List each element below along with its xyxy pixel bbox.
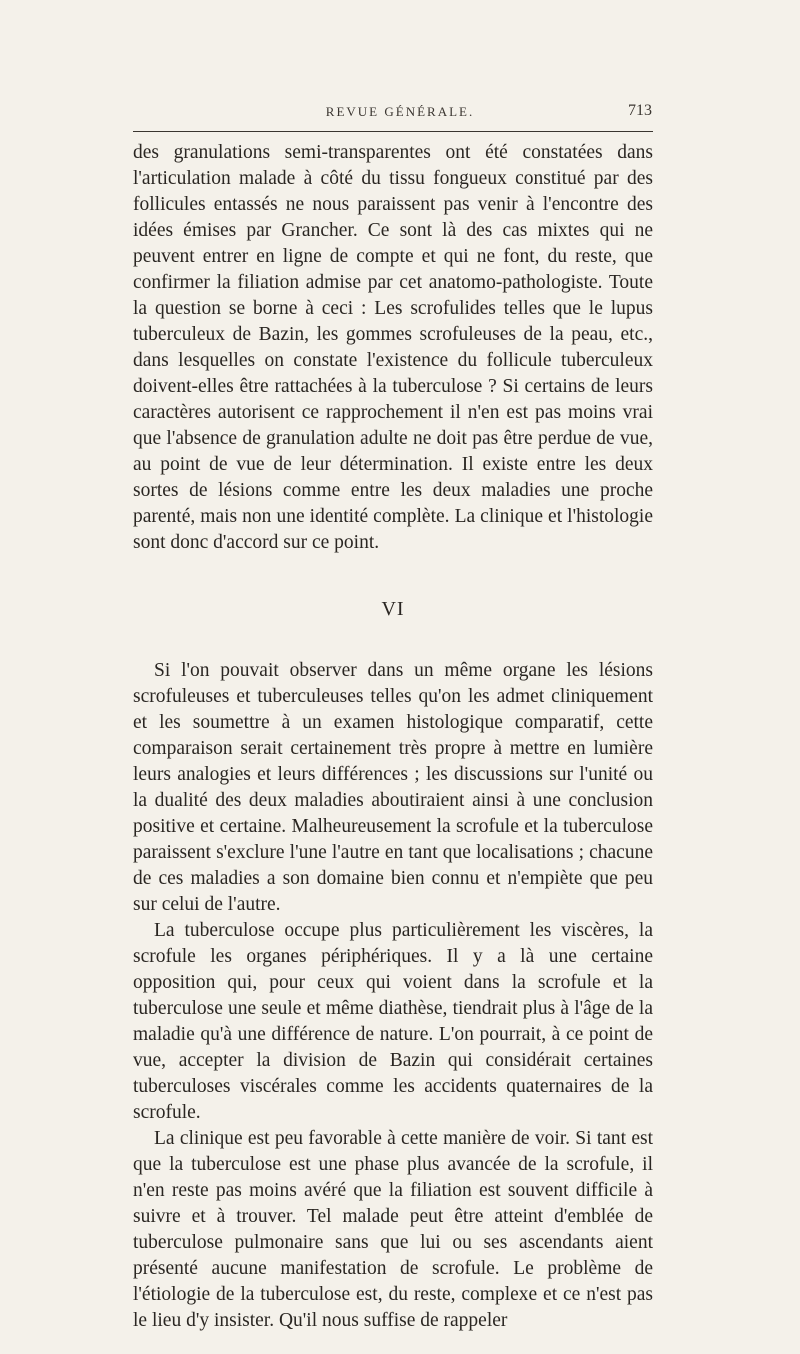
paragraph: La tuberculose occupe plus particulièrement les viscères, la scrofule les organes périphériques. Il y a là une certaine opposition qui, pour ceux qui voient dans la scrofule et la tuberculose une seule et même diathèse, tiendrait plus à l'âge de la maladie qu'à une différence de nature. L'on pourrait, à ce point de vue, accepter la division de Bazin qui considérait certaines tuberculoses viscérales comme les accidents quaternaires de la scrofule. — [133, 920, 653, 1123]
section-heading: VI — [381, 598, 405, 620]
page-number: 713 — [628, 102, 652, 119]
running-head — [0, 100, 800, 124]
body-text — [133, 140, 653, 1334]
paragraph: des granulations semi-transparentes ont été constatées dans l'articulation malade à côté du tissu fongueux constitué par des follicules entassés ne nous paraissent pas venir à l'encontre des idées émises par Grancher. Ce sont là des cas mixtes qui ne peuvent entrer en ligne de compte et qui ne font, du reste, que confirmer la filiation admise par cet anatomo-pathologiste. Toute la question se borne à ceci : Les scrofulides telles que le lupus tuberculeux de Bazin, les gommes scrofuleuses de la peau, etc., dans lesquelles on constate l'existence du follicule tuberculeux doivent-elles être rattachées à la tuberculose ? Si certains de leurs caractères autorisent ce rapprochement il n'en est pas moins vrai que l'absence de granulation adulte ne doit pas être perdue de vue, au point de vue de leur détermination. Il existe entre les deux sortes de lésions comme entre les deux maladies une proche parenté, mais non une identité complète. La clinique et l'histologie sont donc d'accord sur ce point. — [133, 142, 653, 553]
paragraph: Si l'on pouvait observer dans un même organe les lésions scrofuleuses et tuberculeuses telles qu'on les admet cliniquement et les soumettre à un examen histologique comparatif, cette comparaison serait certainement très propre à mettre en lumière leurs analogies et leurs différences ; les discussions sur l'unité ou la dualité des deux maladies aboutiraient ainsi à une conclusion positive et certaine. Malheureusement la scrofule et la tuberculose paraissent s'exclure l'une l'autre en tant que localisations ; chacune de ces maladies a son domaine bien connu et n'empiète que peu sur celui de l'autre. — [133, 660, 653, 915]
running-head-title: REVUE GÉNÉRALE. — [325, 104, 475, 119]
paragraph: La clinique est peu favorable à cette manière de voir. Si tant est que la tuberculose est une phase plus avancée de la scrofule, il n'en reste pas moins avéré que la filiation est souvent difficile à suivre et à trouver. Tel malade peut être atteint d'emblée de tuberculose pulmonaire sans que lui ou ses ascendants aient présenté aucune manifestation de scrofule. Le problème de l'étiologie de la tuberculose est, du reste, complexe et ce n'est pas le lieu d'y insister. Qu'il nous suffise de rappeler — [133, 1128, 653, 1331]
header-rule — [133, 131, 653, 132]
